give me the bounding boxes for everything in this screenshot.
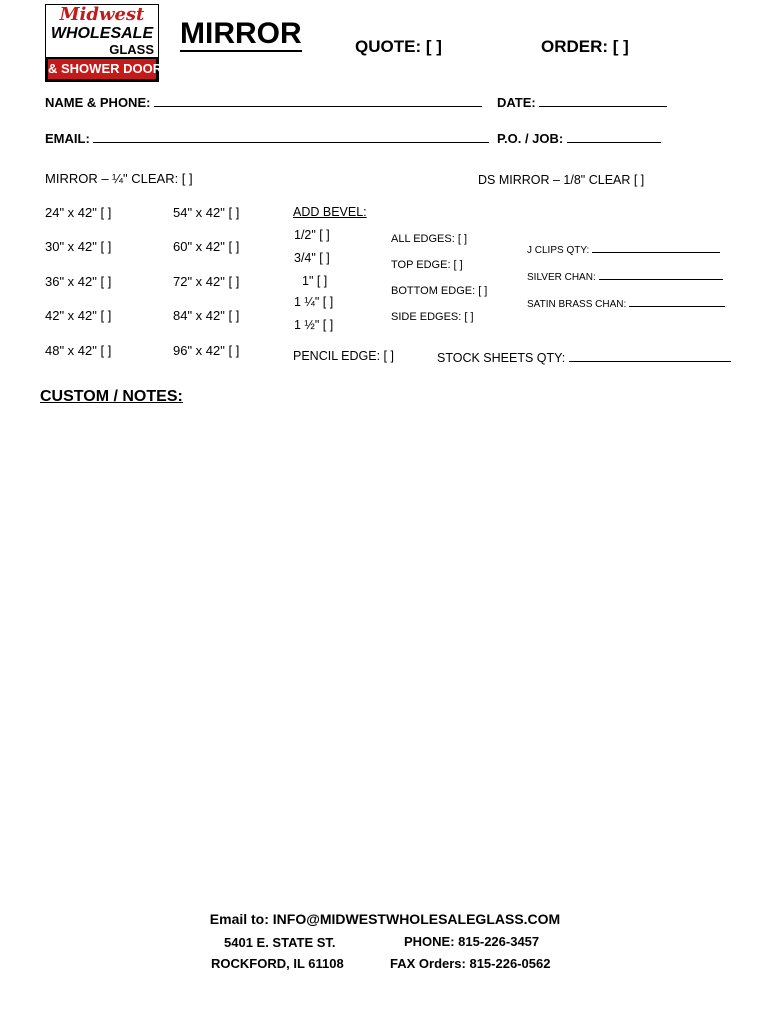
bevel-option-one-half[interactable]: 1 ½" [ ] bbox=[294, 318, 334, 332]
top-edge-option[interactable]: TOP EDGE: [ ] bbox=[391, 259, 463, 271]
name-phone-label: NAME & PHONE: bbox=[45, 95, 151, 110]
footer-email: Email to: INFO@MIDWESTWHOLESALEGLASS.COM bbox=[209, 911, 561, 927]
stock-sheets-label: STOCK SHEETS QTY: bbox=[437, 351, 566, 365]
bottom-edge-option[interactable]: BOTTOM EDGE: [ ] bbox=[391, 285, 488, 297]
footer-phone: PHONE: 815-226-3457 bbox=[404, 934, 540, 949]
satin-brass-chan-label: SATIN BRASS CHAN: bbox=[527, 299, 627, 310]
ds-mirror-option[interactable]: DS MIRROR – 1/8" CLEAR [ ] bbox=[478, 173, 645, 187]
po-job-field[interactable] bbox=[497, 130, 661, 146]
all-edges-option[interactable]: ALL EDGES: [ ] bbox=[391, 233, 468, 245]
order-checkbox[interactable]: ORDER: [ ] bbox=[541, 37, 629, 56]
j-clips-line[interactable] bbox=[592, 242, 720, 253]
silver-chan-label: SILVER CHAN: bbox=[527, 272, 596, 283]
po-job-line[interactable] bbox=[567, 130, 661, 143]
logo-line-wholesale: WHOLESALE bbox=[46, 25, 158, 42]
date-label: DATE: bbox=[497, 95, 536, 110]
size-option-54x42[interactable]: 54" x 42" [ ] bbox=[173, 205, 240, 220]
size-option-30x42[interactable]: 30" x 42" [ ] bbox=[45, 239, 112, 254]
email-field[interactable] bbox=[45, 130, 489, 146]
custom-notes-label: CUSTOM / NOTES: bbox=[40, 388, 183, 405]
logo-line-shower-doors: & SHOWER DOORS bbox=[48, 59, 156, 79]
silver-chan-line[interactable] bbox=[599, 269, 723, 280]
size-option-36x42[interactable]: 36" x 42" [ ] bbox=[45, 274, 112, 289]
size-option-60x42[interactable]: 60" x 42" [ ] bbox=[173, 239, 240, 254]
form-title: MIRROR bbox=[180, 17, 302, 50]
footer-fax: FAX Orders: 815-226-0562 bbox=[390, 956, 551, 971]
email-line[interactable] bbox=[93, 130, 489, 143]
date-line[interactable] bbox=[539, 94, 667, 107]
quote-checkbox[interactable]: QUOTE: [ ] bbox=[355, 37, 442, 56]
email-label: EMAIL: bbox=[45, 131, 90, 146]
stock-sheets-line[interactable] bbox=[569, 349, 731, 362]
bevel-option-half[interactable]: 1/2" [ ] bbox=[294, 228, 330, 242]
name-phone-line[interactable] bbox=[154, 94, 482, 107]
bevel-option-three-quarter-inch[interactable]: 3/4" [ ] bbox=[294, 251, 330, 265]
size-option-72x42[interactable]: 72" x 42" [ ] bbox=[173, 274, 240, 289]
logo-line-midwest: Midwest bbox=[46, 5, 158, 25]
size-option-24x42[interactable]: 24" x 42" [ ] bbox=[45, 205, 112, 220]
bevel-option-one-inch[interactable]: 1" [ ] bbox=[302, 274, 328, 288]
satin-brass-chan-field[interactable] bbox=[527, 296, 725, 310]
satin-brass-chan-line[interactable] bbox=[629, 296, 725, 307]
company-logo bbox=[45, 4, 171, 82]
footer-address-street: 5401 E. STATE ST. bbox=[224, 935, 336, 950]
silver-chan-field[interactable] bbox=[527, 269, 723, 283]
date-field[interactable] bbox=[497, 94, 667, 110]
stock-sheets-field[interactable] bbox=[437, 349, 731, 365]
bevel-option-one-quarter[interactable]: 1 ¼" [ ] bbox=[294, 295, 334, 309]
size-option-96x42[interactable]: 96" x 42" [ ] bbox=[173, 343, 240, 358]
add-bevel-heading: ADD BEVEL: bbox=[293, 205, 367, 219]
size-option-84x42[interactable]: 84" x 42" [ ] bbox=[173, 308, 240, 323]
mirror-quarter-clear-option[interactable]: MIRROR – ¼" CLEAR: [ ] bbox=[45, 171, 193, 186]
po-job-label: P.O. / JOB: bbox=[497, 131, 564, 146]
custom-notes-area[interactable] bbox=[40, 414, 730, 884]
j-clips-field[interactable] bbox=[527, 242, 720, 256]
pencil-edge-option[interactable]: PENCIL EDGE: [ ] bbox=[293, 349, 394, 363]
logo-line-glass: GLASS bbox=[46, 42, 158, 57]
side-edges-option[interactable]: SIDE EDGES: [ ] bbox=[391, 311, 474, 323]
size-option-42x42[interactable]: 42" x 42" [ ] bbox=[45, 308, 112, 323]
j-clips-label: J CLIPS QTY: bbox=[527, 245, 590, 256]
size-option-48x42[interactable]: 48" x 42" [ ] bbox=[45, 343, 112, 358]
footer-address-city: ROCKFORD, IL 61108 bbox=[211, 956, 344, 971]
name-phone-field[interactable] bbox=[45, 94, 482, 110]
